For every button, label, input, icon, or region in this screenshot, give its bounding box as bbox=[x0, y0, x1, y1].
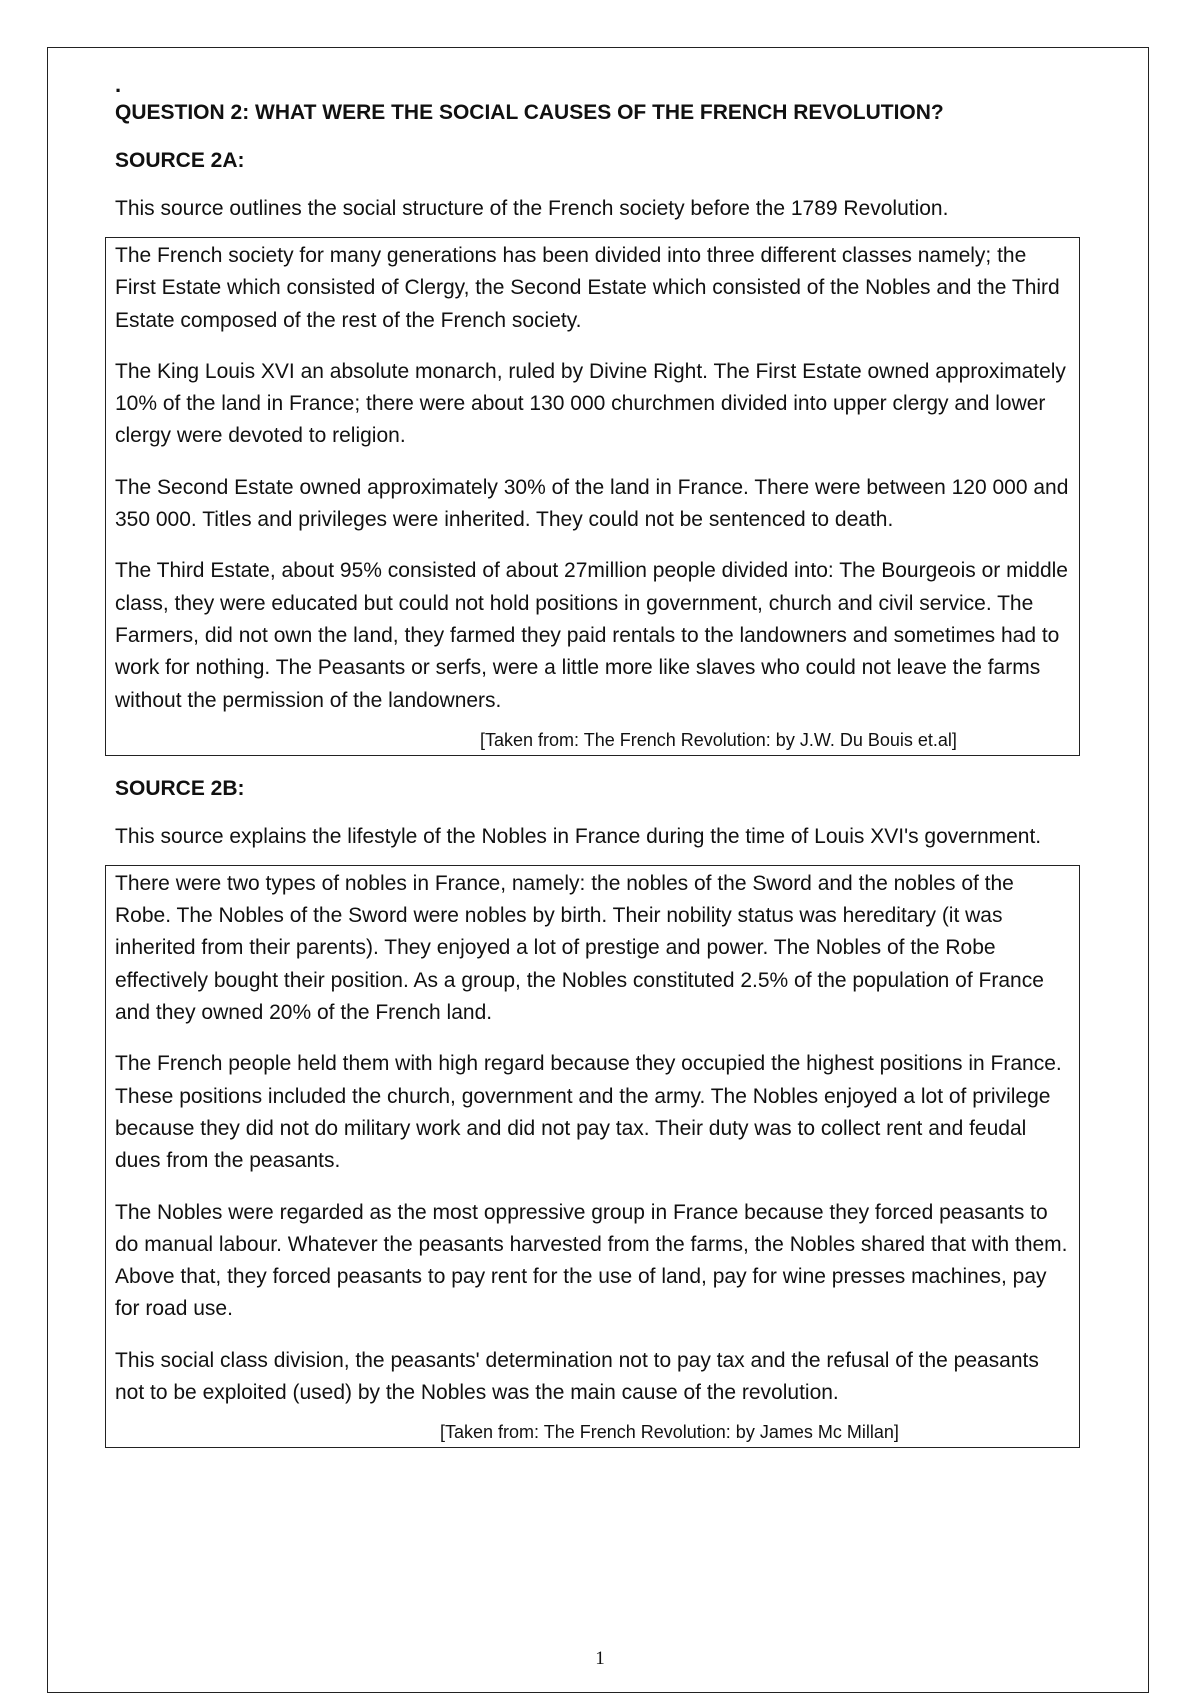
source-2b-paragraph: The Nobles were regarded as the most oppressive group in France because they forced peasants to do manual labour. Whatever the peasants harvested from the farms, the Nobles shared that with them. Above that, they forced peasants to pay rent for the use of land, pay for wine presses machines, pay for road use. bbox=[115, 1200, 1068, 1321]
source-2a-paragraph: The French society for many generations has been divided into three different classes namely; the First Estate which consisted of Clergy, the Second Estate which consisted of the Nobles and the Third Estate composed of the rest of the French society. bbox=[115, 244, 1060, 332]
source-2b-intro: This source explains the lifestyle of the Nobles in France during the time of Louis XVI's government. bbox=[115, 824, 1042, 848]
page-number: 1 bbox=[595, 1648, 605, 1669]
question-heading: QUESTION 2: WHAT WERE THE SOCIAL CAUSES OF THE FRENCH REVOLUTION? bbox=[115, 101, 944, 124]
source-2b-paragraph: This social class division, the peasants' determination not to pay tax and the refusal of the peasants not to be exploited (used) by the Nobles was the main cause of the revolution. bbox=[115, 1348, 1039, 1405]
source-2a-citation: [Taken from: The French Revolution: by J.W. Du Bouis et.al] bbox=[480, 729, 957, 750]
source-2b-paragraph: The French people held them with high regard because they occupied the highest positions in France. These positions included the church, government and the army. The Nobles enjoyed a lot of privilege because they did not do military work and did not pay tax. Their duty was to collect rent and feudal dues from the peasants. bbox=[115, 1052, 1062, 1173]
source-2a-paragraph: The Second Estate owned approximately 30% of the land in France. There were between 120 000 and 350 000. Titles and privileges were inherited. They could not be sentenced to death. bbox=[115, 475, 1069, 532]
source-2a-box bbox=[105, 237, 1080, 756]
marker-dot: . bbox=[115, 72, 122, 97]
source-2b-paragraph: There were two types of nobles in France, namely: the nobles of the Sword and the nobles of the Robe. The Nobles of the Sword were nobles by birth. Their nobility status was hereditary (it was inherited from their parents). They enjoyed a lot of prestige and power. The Nobles of the Robe effectively bought their position. As a group, the Nobles constituted 2.5% of the population of France and they owned 20% of the French land. bbox=[115, 871, 1044, 1025]
document-content bbox=[115, 74, 1090, 1448]
source-2a-paragraph: The King Louis XVI an absolute monarch, ruled by Divine Right. The First Estate owned approximately 10% of the land in France; there were about 130 000 churchmen divided into upper clergy and lower clergy were devoted to religion. bbox=[115, 359, 1066, 448]
source-2a-heading: SOURCE 2A: bbox=[115, 149, 245, 172]
source-2a-paragraph: The Third Estate, about 95% consisted of about 27million people divided into: The Bourgeois or middle class, they were educated but could not hold positions in government, church and civil service. The Farmers, did not own the land, they farmed they paid rentals to the landowners and sometimes had to work for nothing. The Peasants or serfs, were a little more like slaves who could not leave the farms without the permission of the landowners. bbox=[115, 559, 1068, 712]
source-2a-intro: This source outlines the social structure of the French society before the 1789 Revolution. bbox=[115, 197, 949, 220]
source-2b-heading: SOURCE 2B: bbox=[115, 776, 245, 800]
source-2b-box bbox=[105, 865, 1080, 1448]
source-2b-citation: [Taken from: The French Revolution: by James Mc Millan] bbox=[440, 1422, 899, 1443]
